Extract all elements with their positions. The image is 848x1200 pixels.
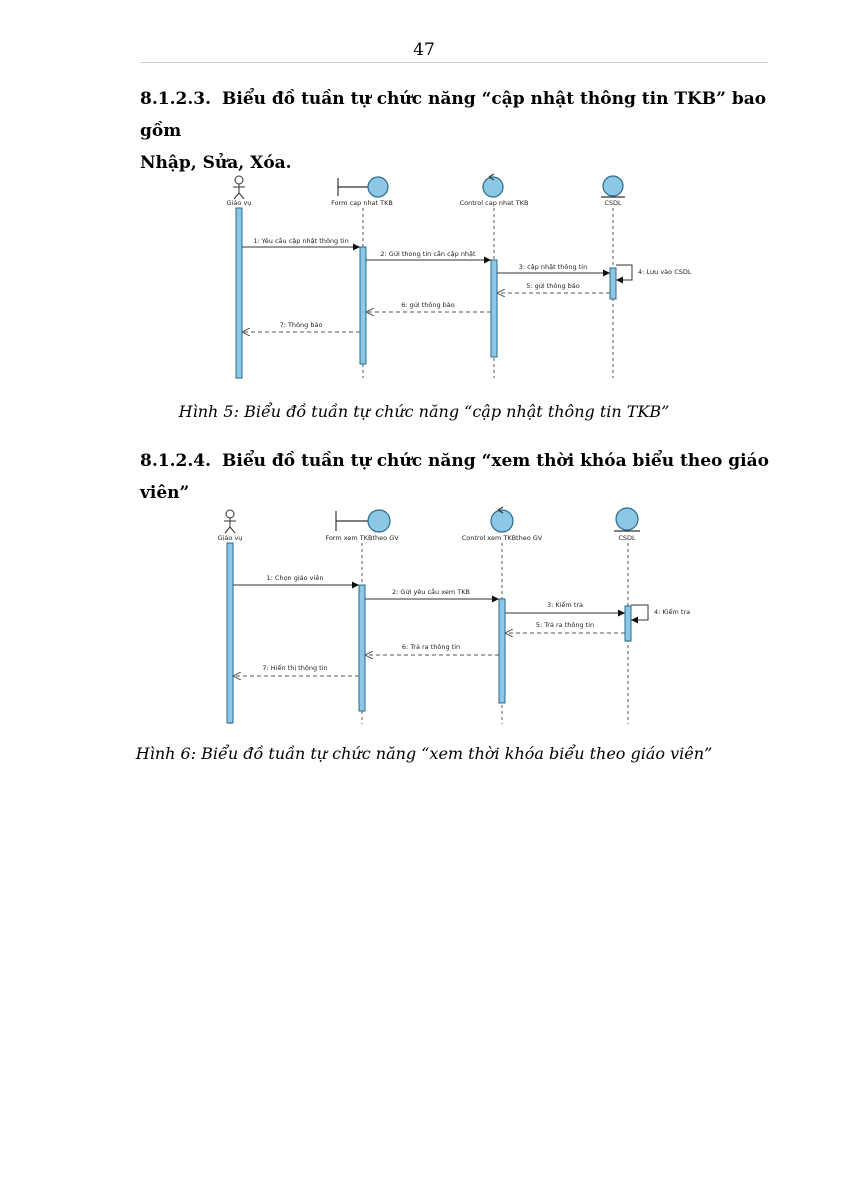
self-message-arrow [631,605,648,620]
activation-bar [625,606,631,641]
actor-icon [224,510,236,533]
message-label: 6: Trả ra thông tin [401,643,461,651]
section-title-line2: Nhập, Sửa, Xóa. [140,153,292,173]
entity-icon [614,508,640,531]
control-icon [491,507,513,532]
boundary-icon [336,510,390,532]
message-label: 1: Chọn giáo viên [266,574,324,582]
page-number: 47 [413,40,435,60]
activation-bar [359,585,365,711]
message-label: 4: Lưu vào CSDL [638,268,692,276]
message-label: 1: Yêu cầu cập nhật thông tin [253,237,349,245]
message-label: 5: gửi thông báo [526,282,580,290]
section-title-line1: Biểu đồ tuần tự chức năng “xem thời khóa biểu theo giáo viên” [140,451,769,503]
lifeline-label: CSDL [618,534,636,542]
section-title-line1: Biểu đồ tuần tự chức năng “cập nhật thông tin TKB” bao gồm [140,89,767,141]
message-label: 3: cập nhật thông tin [518,263,588,271]
message-label: 2: Gửi thong tin cần cập nhật [380,250,476,258]
figure-caption-6: Hình 6: Biểu đồ tuần tự chức năng “xem thời khóa biểu theo giáo viên” [135,744,713,763]
message-label: 7: Thông báo [279,321,323,329]
message-label: 4: Kiểm tra [654,608,691,616]
activation-bar [499,599,505,703]
activation-bar [227,543,233,723]
section-number: 8.1.2.4. [140,451,211,471]
lifeline-label: Giáo vụ [226,199,252,207]
message-label: 2: Gửi yêu cầu xem TKB [392,588,470,596]
lifeline-label: Giáo vụ [217,534,243,542]
message-label: 6: gửi thông báo [401,301,455,309]
lifeline-label: Control cap nhat TKB [459,199,529,207]
lifeline-label: CSDL [604,199,622,207]
message-label: 3: Kiểm tra [546,601,584,609]
lifeline-label: Form xem TKBtheo GV [325,534,399,542]
message-label: 7: Hiển thị thông tin [262,664,328,672]
figure-caption-5: Hình 5: Biểu đồ tuần tự chức năng “cập nhật thông tin TKB” [178,402,670,421]
lifeline-label: Control xem TKBtheo GV [461,534,543,542]
section-number: 8.1.2.3. [140,89,211,109]
message-label: 5: Trả ra thông tin [535,621,595,629]
lifeline-label: Form cap nhat TKB [331,199,393,207]
